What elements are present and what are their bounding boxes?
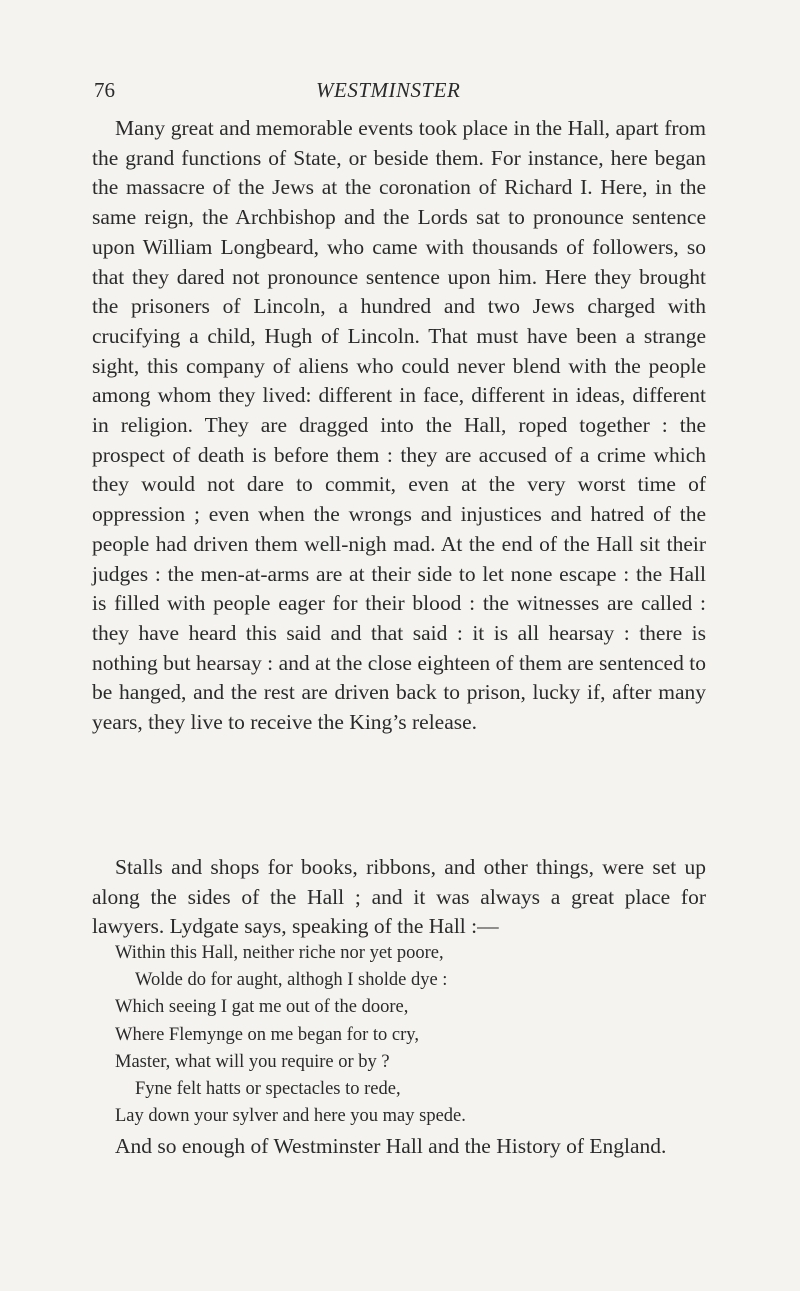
page-number: 76 <box>94 78 115 102</box>
verse-line: Within this Hall, neither riche nor yet poore, <box>115 943 444 963</box>
verse-line: Where Flemynge on me began for to cry, <box>115 1024 419 1045</box>
verse-line: Which seeing I gat me out of the doore, <box>115 997 409 1018</box>
verse-line: Lay down your sylver and here you may spede. <box>115 1106 466 1127</box>
body-paragraph-2: Stalls and shops for books, ribbons, and other things, were set up along the sides of the Hall ; and it was always a great place for lawyers. Lydgate says, speaking of the Hall :— <box>92 855 706 939</box>
verse-line: Master, what will you require or by ? <box>115 1051 390 1072</box>
body-paragraph-3: And so enough of Westminster Hall and the History of England. <box>115 1134 667 1158</box>
verse-line: Wolde do for aught, althogh I sholde dye : <box>135 970 448 991</box>
verse-line: Fyne felt hatts or spectacles to rede, <box>135 1079 401 1100</box>
running-title: WESTMINSTER <box>316 78 461 102</box>
verse-quotation <box>115 940 466 1130</box>
body-paragraph-1: Many great and memorable events took place in the Hall, apart from the grand functions of State, or beside them. For instance, here began the massacre of the Jews at the coronation of Richard I. Here, in the same reign, the Archbishop and the Lords sat to pronounce sentence upon William Longbeard, who came with thousands of followers, so that they dared not pronounce sentence upon him. Here they brought the prisoners of Lincoln, a hundred and two Jews charged with crucifying a child, Hugh of Lincoln. That must have been a strange sight, this company of aliens who could never blend with the people among whom they lived: different in face, different in ideas, different in religion. They are dragged into the Hall, roped together : the prospect of death is before them : they are accused of a crime which they would not dare to commit, even at the very worst time of oppression ; even when the wrongs and injustices and hatred of the people had driven them well-nigh mad. At the end of the Hall sit their judges : the men-at-arms are at their side to let none escape : the Hall is filled with people eager for their blood : the witnesses are called : they have heard this said and that said : it is all hearsay : there is nothing but hearsay : and at the close eighteen of them are sentenced to be hanged, and the rest are driven back to prison, lucky if, after many years, they live to receive the King’s release. <box>92 116 706 735</box>
